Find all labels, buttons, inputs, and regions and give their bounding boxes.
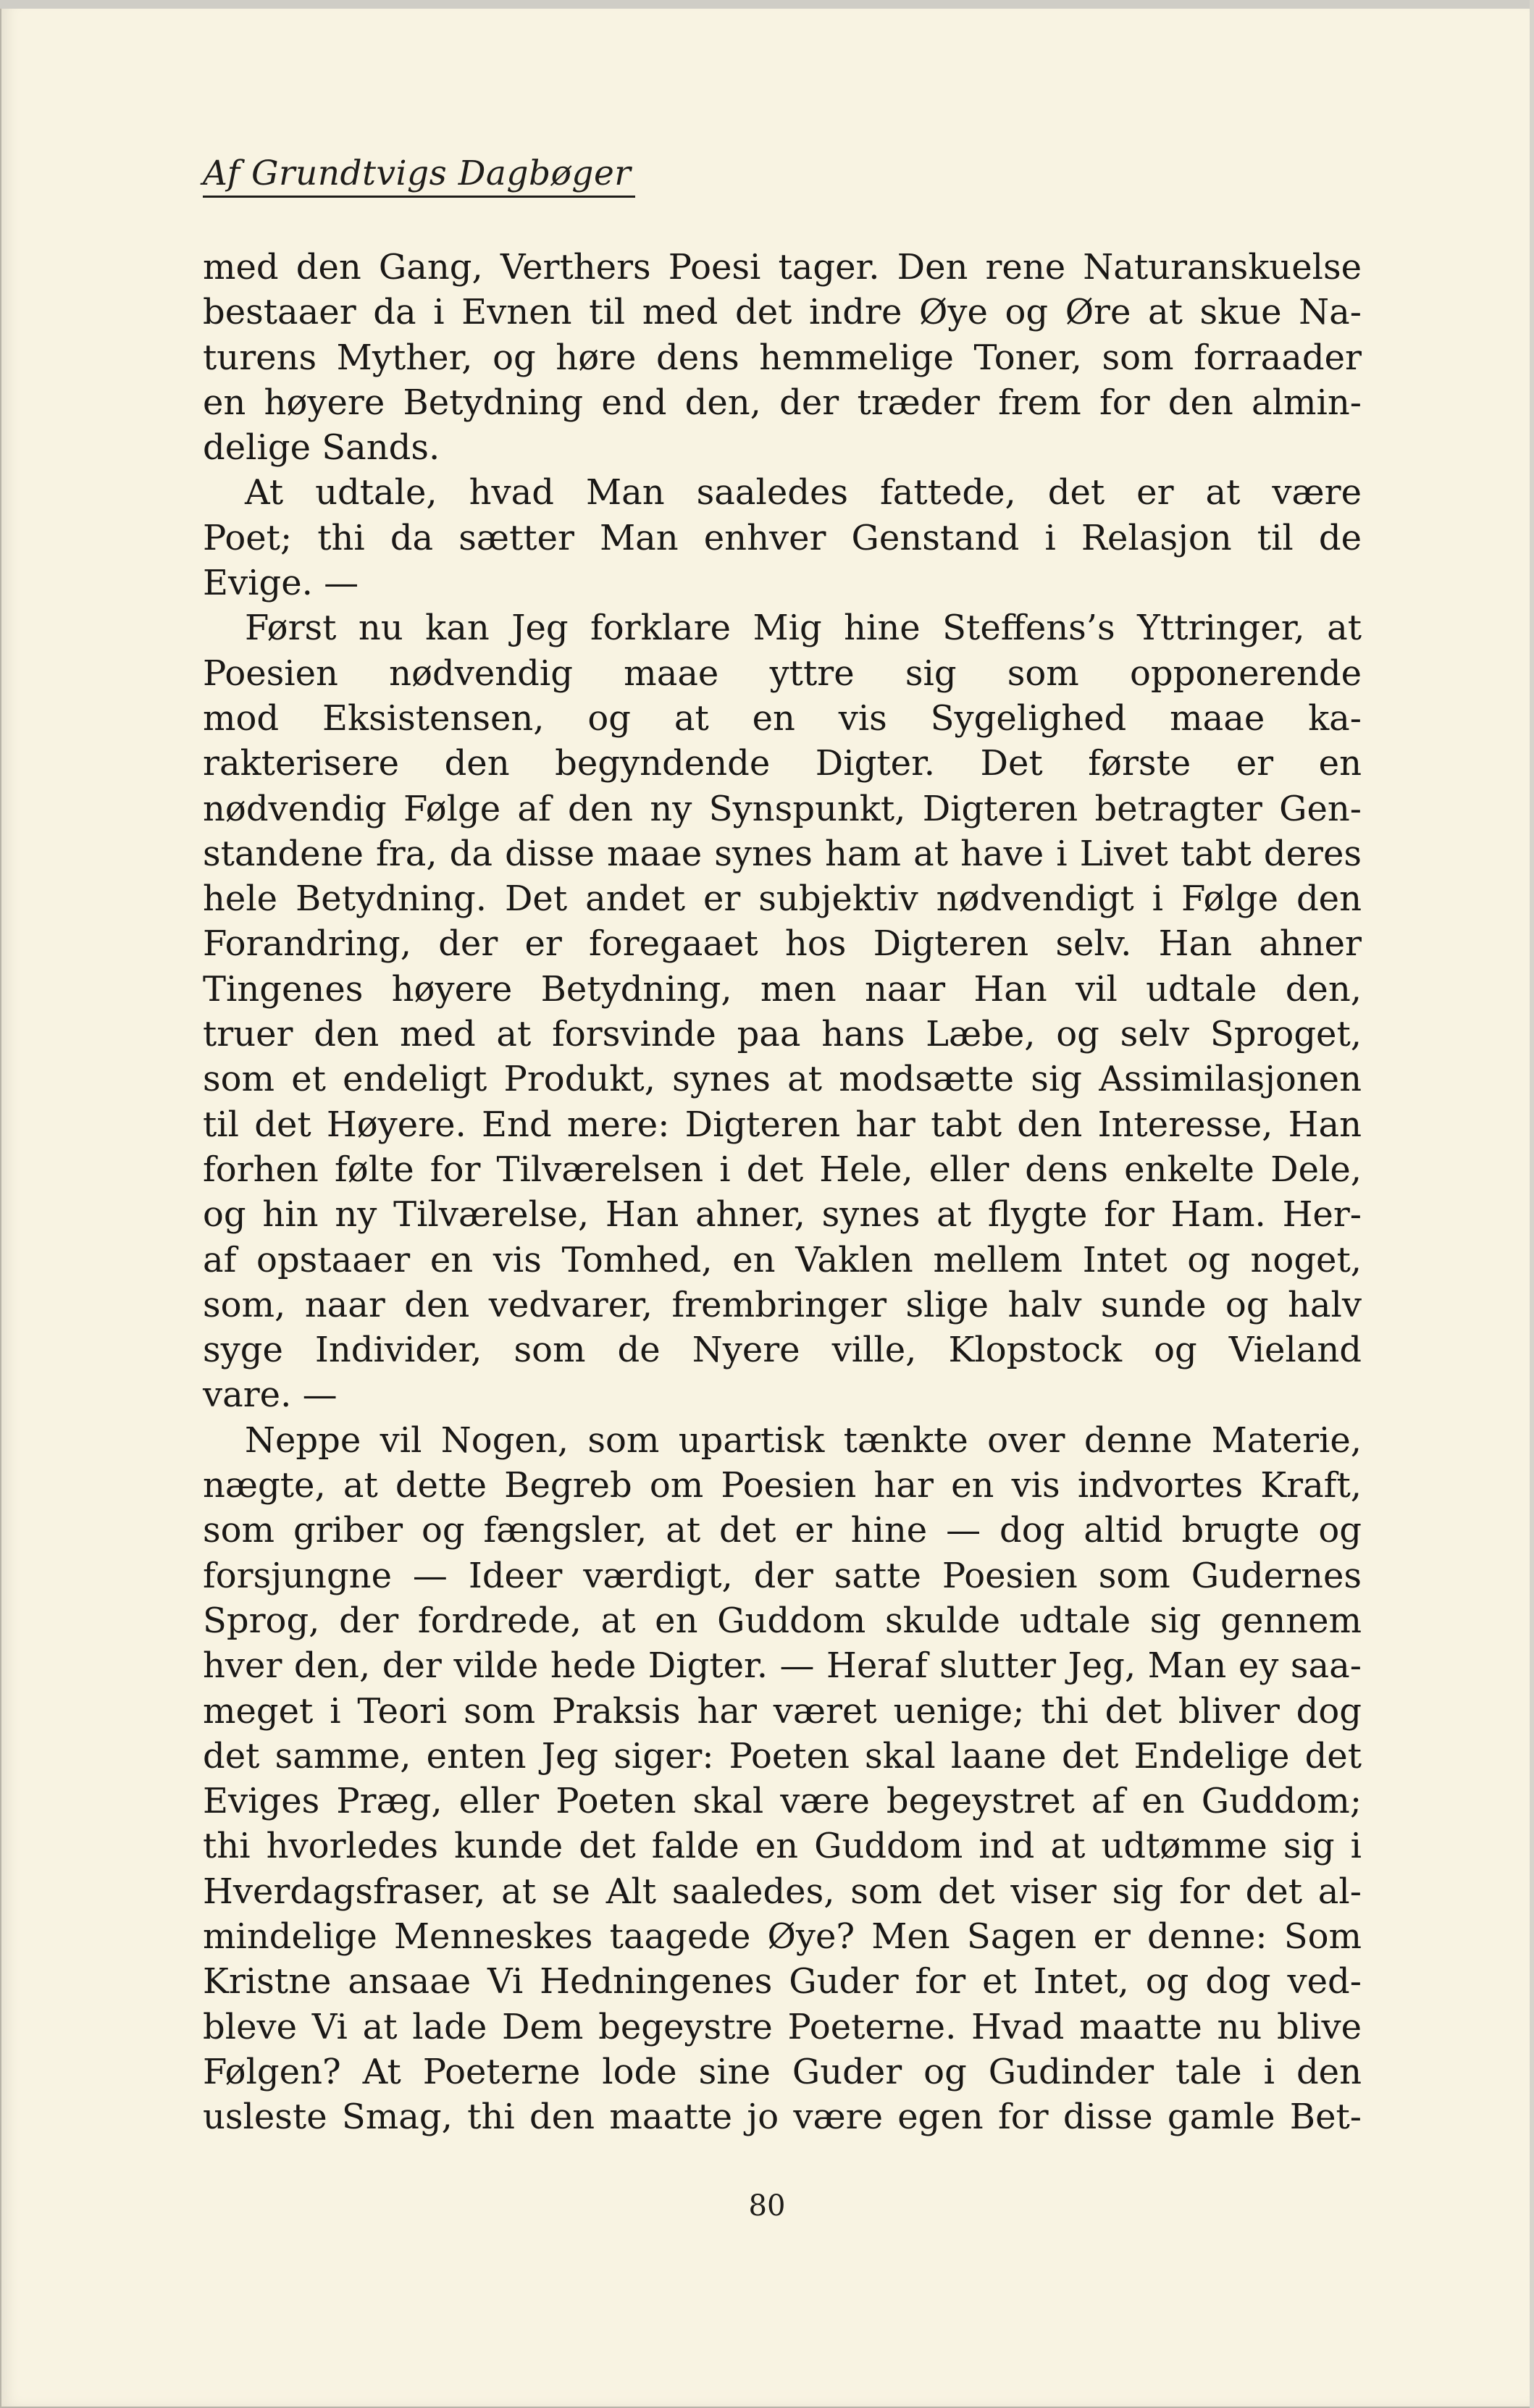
text-line: Poesien nødvendig maae yttre sig som opponerende (203, 653, 1362, 694)
text-line: Neppe vil Nogen, som upartisk tænkte over denne Materie, (245, 1419, 1362, 1461)
text-line: Forandring, der er foregaaet hos Digteren selv. Han ahner (203, 923, 1362, 965)
text-line: vare. — (203, 1375, 338, 1416)
text-line: bleve Vi at lade Dem begeystre Poeterne. Hvad maatte nu blive (203, 2006, 1362, 2047)
text-line: delige Sands. (203, 427, 440, 469)
text-line: syge Individer, som de Nyere ville, Klopstock og Vieland (203, 1330, 1362, 1371)
text-line: til det Høyere. End mere: Digteren har tabt den Interesse, Han (203, 1104, 1362, 1145)
text-line: Sprog, der fordrede, at en Guddom skulde udtale sig gennem (203, 1600, 1362, 1641)
text-line: det samme, enten Jeg siger: Poeten skal laane det Endelige det (203, 1735, 1362, 1776)
text-line: mindelige Menneskes taagede Øye? Men Sagen er denne: Som (203, 1916, 1362, 1957)
text-line: Kristne ansaae Vi Hedningenes Guder for et Intet, og dog ved- (203, 1961, 1362, 2002)
text-line: hele Betydning. Det andet er subjektiv nødvendigt i Følge den (203, 878, 1362, 920)
text-line: bestaaer da i Evnen til med det indre Øye og Øre at skue Na- (203, 292, 1362, 333)
text-line: nødvendig Følge af den ny Synspunkt, Digteren betragter Gen- (203, 788, 1362, 829)
text-line: Først nu kan Jeg forklare Mig hine Steffens’s Yttringer, at (245, 608, 1362, 649)
text-line: Eviges Præg, eller Poeten skal være begeystret af en Guddom; (203, 1781, 1362, 1822)
text-line: thi hvorledes kunde det falde en Guddom ind at udtømme sig i (203, 1826, 1362, 1867)
text-line: hver den, der vilde hede Digter. — Heraf slutter Jeg, Man ey saa- (203, 1645, 1362, 1687)
text-line: forhen følte for Tilværelsen i det Hele, eller dens enkelte Dele, (203, 1149, 1362, 1190)
text-line: rakterisere den begyndende Digter. Det første er en (203, 743, 1362, 784)
text-line: truer den med at forsvinde paa hans Læbe, og selv Sproget, (203, 1014, 1362, 1055)
text-line: At udtale, hvad Man saaledes fattede, det er at være (245, 472, 1362, 513)
text-line: usleste Smag, thi den maatte jo være egen for disse gamle Bet- (203, 2097, 1362, 2138)
text-line: turens Myther, og høre dens hemmelige Toner, som forraader (203, 337, 1362, 378)
text-line: standene fra, da disse maae synes ham at have i Livet tabt deres (203, 833, 1362, 874)
text-line: som griber og fængsler, at det er hine — dog altid brugte og (203, 1510, 1362, 1551)
text-line: Følgen? At Poeterne lode sine Guder og Gudinder tale i den (203, 2051, 1362, 2092)
scan-right-edge (1530, 0, 1534, 2408)
text-line: og hin ny Tilværelse, Han ahner, synes at flygte for Ham. Her- (203, 1194, 1362, 1236)
text-line: forsjungne — Ideer værdigt, der satte Poesien som Gudernes (203, 1555, 1362, 1596)
body-text (203, 245, 1362, 2139)
text-line: Evige. — (203, 563, 359, 604)
text-line: af opstaaer en vis Tomhed, en Vaklen mellem Intet og noget, (203, 1239, 1362, 1280)
text-line: en høyere Betydning end den, der træder frem for den almin- (203, 382, 1362, 423)
text-line: meget i Teori som Praksis har været uenige; thi det bliver dog (203, 1690, 1362, 1732)
text-line: Hverdagsfraser, at se Alt saaledes, som det viser sig for det al- (203, 1871, 1362, 1912)
page-number: 80 (748, 2189, 786, 2223)
scan-top-edge (0, 0, 1534, 9)
text-line: som et endeligt Produkt, synes at modsætte sig Assimilasjonen (203, 1059, 1362, 1100)
text-line: med den Gang, Verthers Poesi tager. Den rene Naturanskuelse (203, 247, 1362, 288)
running-head: Af Grundtvigs Dagbøger (203, 154, 632, 193)
text-line: Tingenes høyere Betydning, men naar Han vil udtale den, (203, 968, 1362, 1010)
text-line: nægte, at dette Begreb om Poesien har en vis indvortes Kraft, (203, 1465, 1362, 1506)
text-line: Poet; thi da sætter Man enhver Genstand i Relasjon til de (203, 517, 1362, 558)
text-line: mod Eksistensen, og at en vis Sygelighed maae ka- (203, 697, 1362, 739)
running-head-underline (203, 196, 635, 198)
text-line: som, naar den vedvarer, frembringer slige halv sunde og halv (203, 1284, 1362, 1325)
